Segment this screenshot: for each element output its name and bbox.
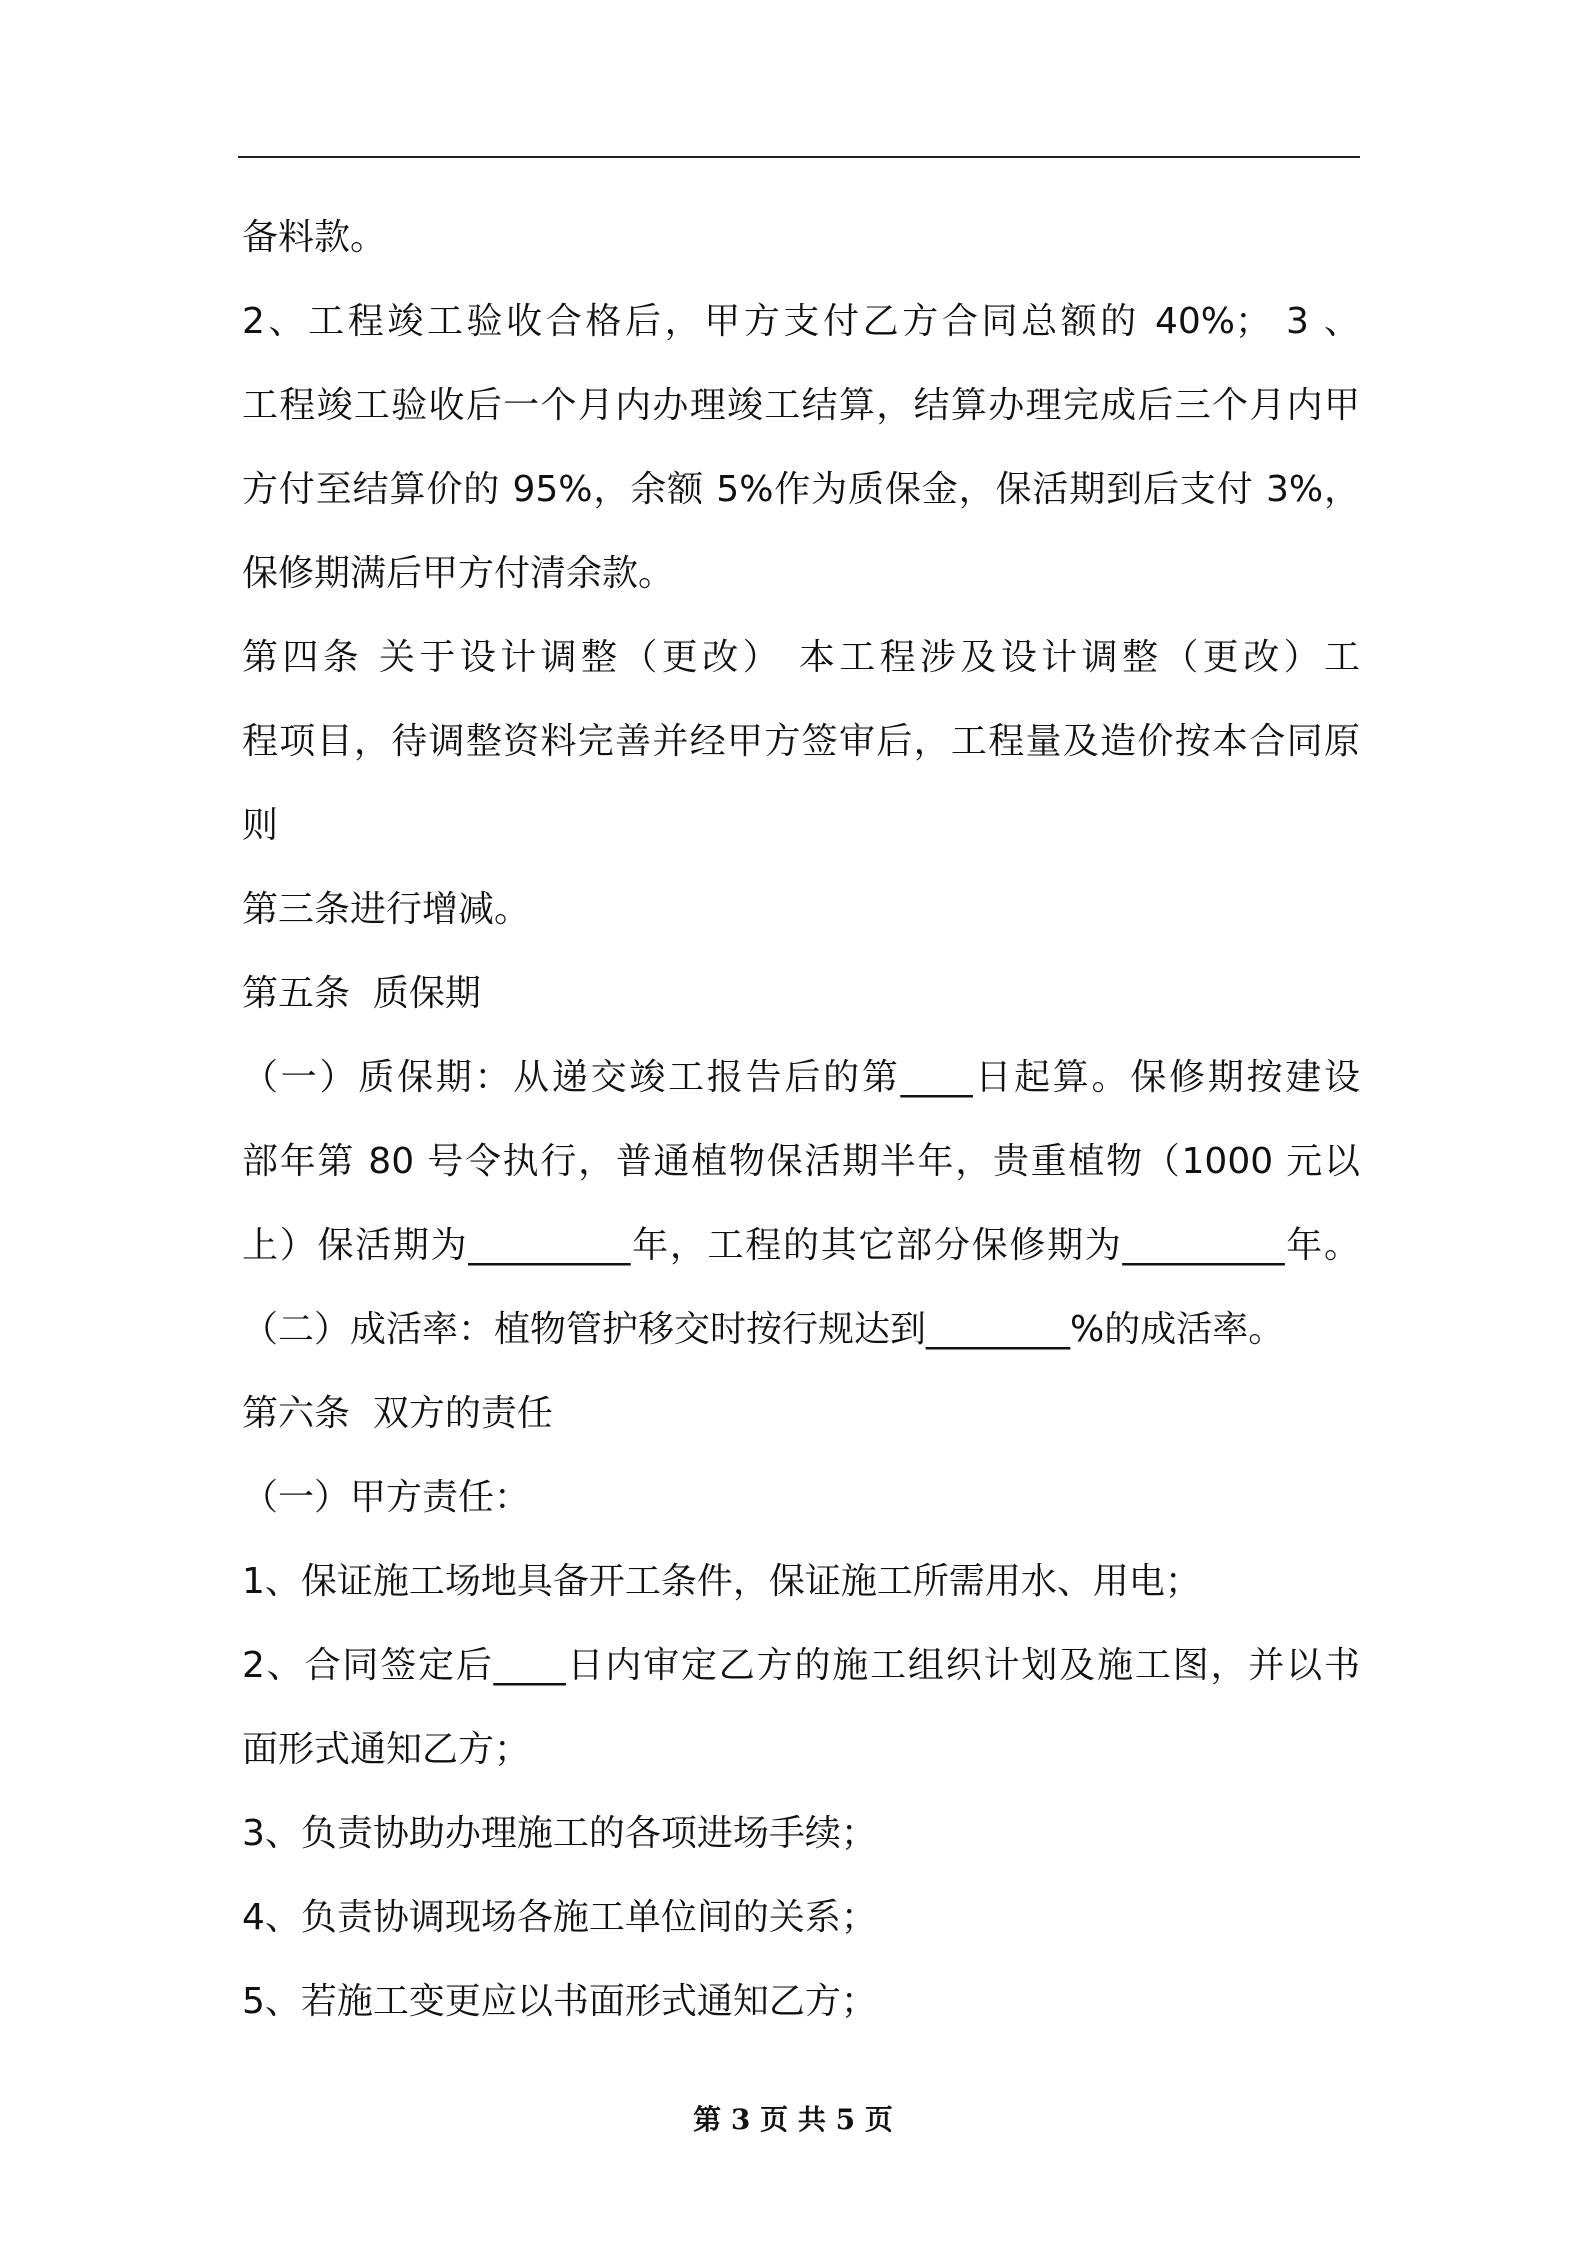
text-line: 备料款。 bbox=[242, 217, 387, 258]
text-line: 则 bbox=[242, 805, 279, 846]
text-line: 方付至结算价的 95%，余额 5%作为质保金，保活期到后支付 3%， bbox=[242, 469, 1360, 510]
text-line: 4、负责协调现场各施工单位间的关系； bbox=[242, 1897, 877, 1938]
text-line: 2、合同签定后____日内审定乙方的施工组织计划及施工图，并以书 bbox=[242, 1645, 1360, 1686]
text-line: 程项目，待调整资料完善并经甲方签审后，工程量及造价按本合同原 bbox=[242, 721, 1360, 762]
text-line: （一）质保期：从递交竣工报告后的第____日起算。保修期按建设 bbox=[242, 1057, 1360, 1098]
document-body bbox=[242, 196, 1360, 2044]
text-line: 面形式通知乙方； bbox=[242, 1729, 531, 1770]
text-line: 1、保证施工场地具备开工条件，保证施工所需用水、用电； bbox=[242, 1561, 1201, 1602]
text-line: 工程竣工验收后一个月内办理竣工结算，结算办理完成后三个月内甲 bbox=[242, 385, 1360, 426]
text-line: 上）保活期为_________年，工程的其它部分保修期为_________年。 bbox=[242, 1225, 1360, 1266]
text-line: 保修期满后甲方付清余款。 bbox=[242, 553, 675, 594]
text-line: （一）甲方责任： bbox=[242, 1477, 531, 1518]
text-line: 部年第 80 号令执行，普通植物保活期半年，贵重植物（1000 元以 bbox=[242, 1141, 1360, 1182]
header-rule bbox=[238, 156, 1360, 158]
section-heading: 第六条 双方的责任 bbox=[242, 1393, 553, 1434]
section-heading: 第五条 质保期 bbox=[242, 973, 481, 1014]
text-line: （二）成活率：植物管护移交时按行规达到________%的成活率。 bbox=[242, 1309, 1285, 1350]
text-line: 2、工程竣工验收合格后，甲方支付乙方合同总额的 40%； 3 、 bbox=[242, 301, 1360, 342]
page-number: 第 3 页 共 5 页 bbox=[693, 2103, 893, 2136]
text-line: 第三条进行增减。 bbox=[242, 889, 531, 930]
text-line: 3、负责协助办理施工的各项进场手续； bbox=[242, 1813, 877, 1854]
text-line: 5、若施工变更应以书面形式通知乙方； bbox=[242, 1981, 877, 2022]
text-line: 第四条 关于设计调整（更改） 本工程涉及设计调整（更改）工 bbox=[242, 637, 1360, 678]
